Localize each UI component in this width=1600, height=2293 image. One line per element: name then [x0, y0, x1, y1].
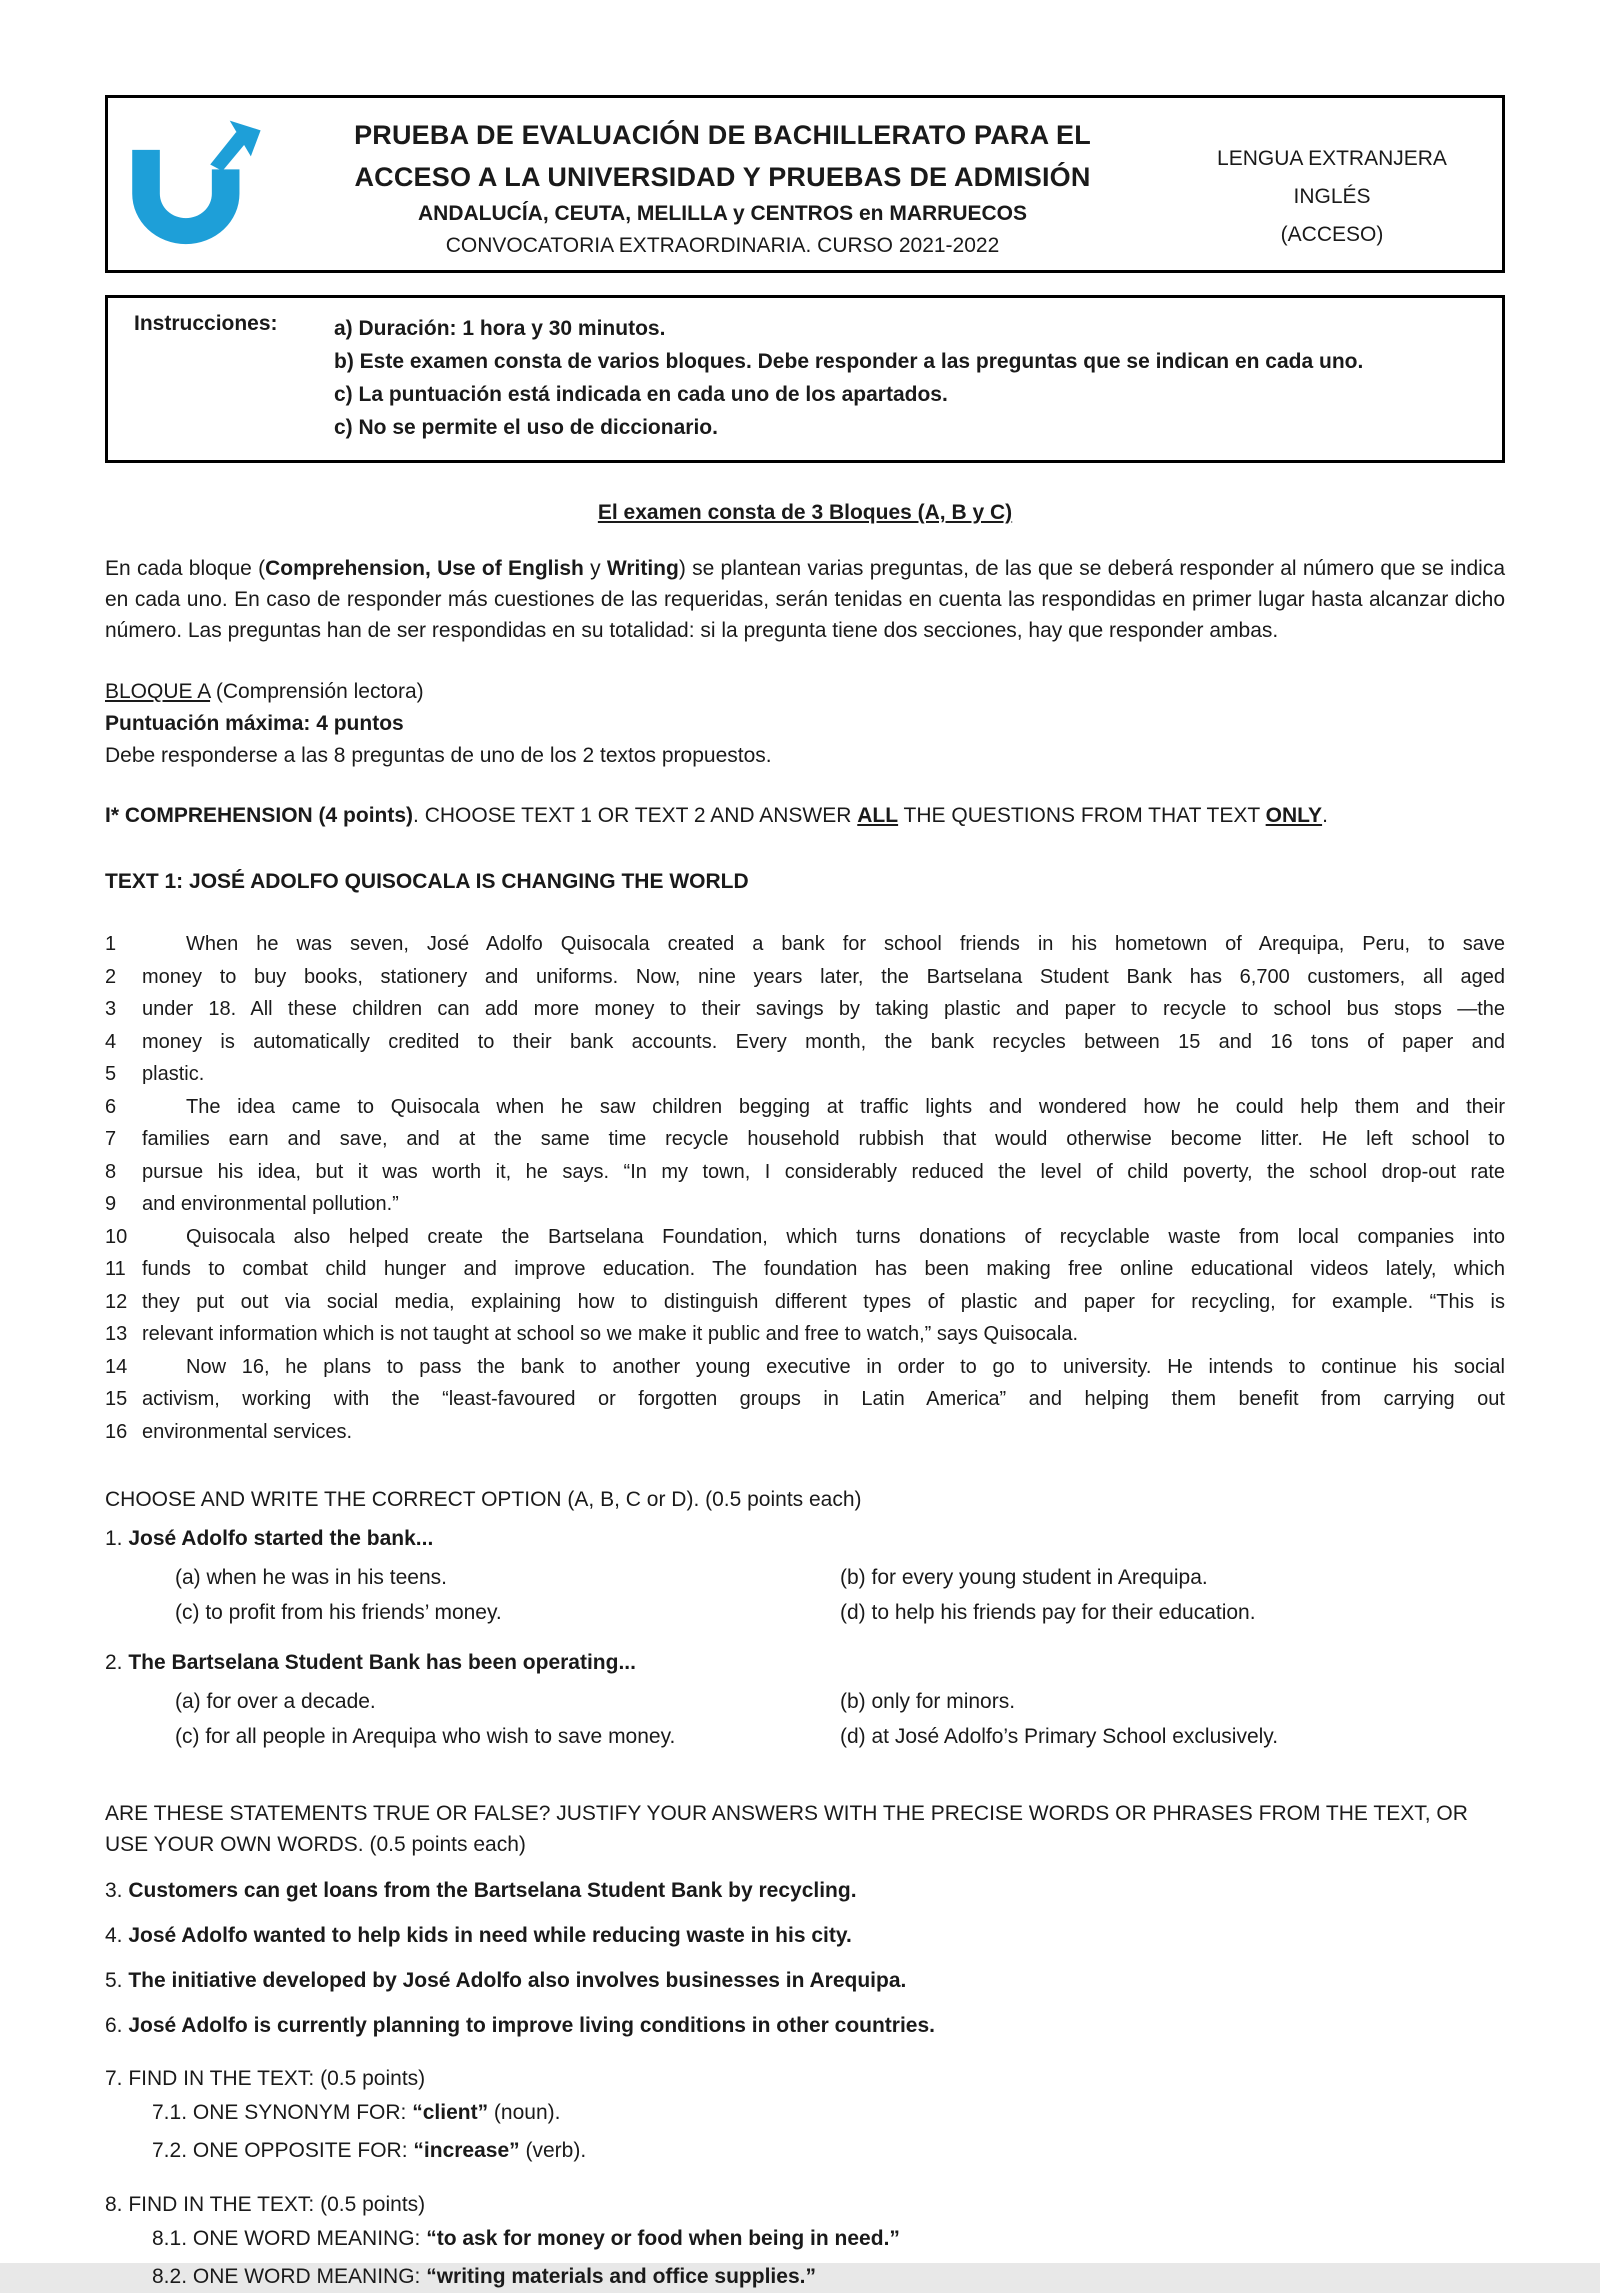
statement-5-text: The initiative developed by José Adolfo also involves businesses in Arequipa.: [128, 1969, 907, 1992]
option-c: (c) to profit from his friends’ money.: [175, 1601, 502, 1624]
bloque-a-title: [105, 676, 1505, 708]
text-line: [105, 928, 1505, 961]
statement-5: [105, 1966, 1505, 1996]
question-8-1: [152, 2223, 1505, 2255]
text1-title: TEXT 1: JOSÉ ADOLFO QUISOCALA IS CHANGING THE WORLD: [105, 870, 749, 893]
option-c: (c) for all people in Arequipa who wish to save money.: [175, 1725, 676, 1748]
q81-label: 8.1. ONE WORD MEANING:: [152, 2227, 427, 2250]
text-line: [105, 993, 1505, 1026]
instruction-item: b) Este examen consta de varios bloques. Debe responder a las preguntas que se indican en cada uno.: [334, 350, 1364, 373]
instructions-list: [334, 312, 1484, 444]
header-titles: [283, 98, 1162, 270]
line-text: and environmental pollution.”: [142, 1193, 399, 1215]
text-line: [105, 1383, 1505, 1416]
text-line: [105, 1253, 1505, 1286]
line-number: 2: [105, 965, 117, 988]
question-1-number: 1.: [105, 1527, 129, 1550]
line-text: The idea came to Quisocala when he saw children begging at traffic lights and wondered how he could help them and their: [186, 1095, 1505, 1118]
instruction-item: c) La puntuación está indicada en cada uno de los apartados.: [334, 383, 948, 406]
logo-arrow-shaft: [210, 132, 247, 171]
line-number: 13: [105, 1323, 128, 1345]
bloque-a-label: BLOQUE A: [105, 680, 211, 703]
q72-suffix: (verb).: [519, 2139, 587, 2162]
exam-title-line2: ACCESO A LA UNIVERSIDAD Y PRUEBAS DE ADMISIÓN: [354, 162, 1091, 192]
instruction-item: a) Duración: 1 hora y 30 minutos.: [334, 317, 666, 340]
q71-label: 7.1. ONE SYNONYM FOR:: [152, 2101, 413, 2124]
statement-3-text: Customers can get loans from the Bartselana Student Bank by recycling.: [128, 1879, 857, 1902]
line-number: 8: [105, 1160, 117, 1183]
q71-suffix: (noun).: [488, 2101, 561, 2124]
line-text: Quisocala also helped create the Bartselana Foundation, which turns donations of recyclable waste from local companies into: [186, 1225, 1505, 1248]
line-text: relevant information which is not taught at school so we make it public and free to watch,” says Quisocala.: [142, 1323, 1079, 1345]
mcq-instructions: CHOOSE AND WRITE THE CORRECT OPTION (A, B, C or D). (0.5 points each): [105, 1488, 862, 1511]
instruction-item: c) No se permite el uso de diccionario.: [334, 416, 718, 439]
q81-target-phrase: “to ask for money or food when being in need.”: [426, 2227, 900, 2250]
q71-target-word: “client”: [412, 2101, 489, 2124]
line-number: 10: [105, 1225, 128, 1248]
comprehension-mid1: . CHOOSE TEXT 1 OR TEXT 2 AND ANSWER: [413, 804, 858, 827]
text-line: [105, 1286, 1505, 1319]
statement-6-text: José Adolfo is currently planning to improve living conditions in other countries.: [128, 2014, 935, 2037]
statement-4-text: José Adolfo wanted to help kids in need while reducing waste in his city.: [128, 1924, 852, 1947]
q72-target-word: “increase”: [413, 2139, 520, 2162]
option-a: (a) when he was in his teens.: [175, 1566, 447, 1589]
true-false-instructions: ARE THESE STATEMENTS TRUE OR FALSE? JUSTIFY YOUR ANSWERS WITH THE PRECISE WORDS OR PHRASES FROM THE TEXT, OR USE YOUR OWN WORDS. (0.5 points each): [105, 1802, 1468, 1856]
option-a: (a) for over a decade.: [175, 1690, 376, 1713]
q82-target-phrase: “writing materials and office supplies.”: [426, 2265, 816, 2288]
question-8-heading: 8. FIND IN THE TEXT: (0.5 points): [105, 2193, 426, 2216]
line-number: 1: [105, 933, 117, 955]
line-text: they put out via social media, explaining how to distinguish different types of plastic and paper for recycling, for example. “This is: [142, 1290, 1505, 1313]
bloque-a-label-rest: (Comprensión lectora): [210, 680, 424, 703]
blocks-intro-paragraph: [105, 553, 1505, 646]
intro-seg: En cada bloque (: [105, 557, 266, 580]
statement-6: [105, 2011, 1505, 2041]
line-text: plastic.: [142, 1063, 205, 1085]
line-text: under 18. All these children can add more money to their savings by taking plastic and paper to recycle to school bus stops —the: [142, 998, 1505, 1020]
line-number: 11: [105, 1258, 126, 1280]
question-8-2: [152, 2261, 1505, 2293]
line-number: 12: [105, 1290, 128, 1313]
line-number: 7: [105, 1128, 117, 1150]
intro-seg-bold: Comprehension, Use of English: [265, 557, 584, 580]
line-number: 16: [105, 1420, 128, 1443]
text-line: [105, 1026, 1505, 1059]
line-number: 9: [105, 1193, 117, 1215]
question-7-1: [152, 2097, 1505, 2129]
line-text: families earn and save, and at the same time recycle household rubbish that would otherwise become litter. He left school to: [142, 1128, 1505, 1150]
comprehension-only: ONLY: [1265, 804, 1323, 827]
question-1: [105, 1524, 1505, 1554]
comprehension-all: ALL: [857, 804, 899, 827]
bloque-a-max-points: Puntuación máxima: 4 puntos: [105, 712, 404, 735]
exam-header-box: [105, 95, 1505, 273]
option-d: (d) to help his friends pay for their education.: [840, 1601, 1256, 1624]
exam-call-line: CONVOCATORIA EXTRAORDINARIA. CURSO 2021-2022: [445, 234, 1000, 257]
question-2: [105, 1648, 1505, 1678]
intro-seg: ) se plantean varias preguntas, de las que se deberá responder al número que se indica en cada uno. En caso de responder más cuestiones de las requeridas, serán tenidas en cuenta las respondidas en primer lugar hasta alcanzar dicho número. Las preguntas han de ser respondidas en su totalidad: si la pregunta tiene dos secciones, hay que responder ambas.: [105, 557, 1505, 642]
exam-title-line1: PRUEBA DE EVALUACIÓN DE BACHILLERATO PARA EL: [354, 120, 1091, 150]
question-2-number: 2.: [105, 1651, 129, 1674]
statement-3-number: 3.: [105, 1879, 129, 1902]
subject-block: [1162, 98, 1502, 270]
line-text: environmental services.: [142, 1420, 353, 1443]
bloque-a-section: [105, 676, 1505, 772]
line-text: activism, working with the “least-favoured or forgotten groups in Latin America” and helping them benefit from carrying out: [142, 1388, 1505, 1410]
exam-region-line: ANDALUCÍA, CEUTA, MELILLA y CENTROS en MARRUECOS: [418, 202, 1027, 225]
text-line: [105, 961, 1505, 994]
line-text: pursue his idea, but it was worth it, he says. “In my town, I considerably reduced the level of child poverty, the school drop-out rate: [142, 1160, 1505, 1183]
instructions-label: Instrucciones:: [134, 312, 278, 335]
blocks-heading: El examen consta de 3 Bloques (A, B y C): [597, 501, 1013, 524]
text-line: [105, 1351, 1505, 1384]
line-number: 5: [105, 1063, 117, 1085]
comprehension-head: I* COMPREHENSION (4 points): [105, 804, 414, 827]
text-line: [105, 1221, 1505, 1254]
university-logo: [108, 98, 283, 270]
text-line: [105, 1318, 1505, 1351]
text-line: [105, 1058, 1505, 1091]
line-text: money is automatically credited to their bank accounts. Every month, the bank recycles between 15 and 16 tons of paper and: [142, 1030, 1505, 1053]
line-number: 3: [105, 998, 117, 1020]
text-line: [105, 1123, 1505, 1156]
question-7-2: [152, 2135, 1505, 2167]
line-text: Now 16, he plans to pass the bank to another young executive in order to go to university. He intends to continue his social: [186, 1355, 1505, 1378]
text-line: [105, 1188, 1505, 1221]
question-7-heading: 7. FIND IN THE TEXT: (0.5 points): [105, 2067, 426, 2090]
line-number: 4: [105, 1030, 117, 1053]
statement-4: [105, 1921, 1505, 1951]
line-text: funds to combat child hunger and improve education. The foundation has been making free online educational videos lately, which: [142, 1258, 1505, 1280]
line-number: 15: [105, 1388, 128, 1410]
comprehension-end: .: [1322, 804, 1328, 827]
u-arrow-logo-icon: [121, 119, 271, 249]
statement-3: [105, 1876, 1505, 1906]
line-number: 14: [105, 1355, 128, 1378]
line-text: money to buy books, stationery and uniforms. Now, nine years later, the Bartselana Student Bank has 6,700 customers, all aged: [142, 965, 1505, 988]
q72-label: 7.2. ONE OPPOSITE FOR:: [152, 2139, 414, 2162]
comprehension-mid2: THE QUESTIONS FROM THAT TEXT: [898, 804, 1266, 827]
statement-5-number: 5.: [105, 1969, 129, 1992]
subject-line-1: LENGUA EXTRANJERA: [1217, 147, 1447, 170]
option-d: (d) at José Adolfo’s Primary School exclusively.: [840, 1725, 1279, 1748]
text-line: [105, 1156, 1505, 1189]
question-1-stem: José Adolfo started the bank...: [128, 1527, 434, 1550]
subject-line-2: INGLÉS: [1293, 185, 1371, 208]
statement-6-number: 6.: [105, 2014, 129, 2037]
line-text: When he was seven, José Adolfo Quisocala created a bank for school friends in his hometown of Arequipa, Peru, to save: [186, 933, 1505, 955]
option-b: (b) only for minors.: [840, 1690, 1016, 1713]
text1-body: [105, 928, 1505, 1448]
question-2-options: [175, 1684, 1505, 1754]
text-line: [105, 1416, 1505, 1449]
q82-label: 8.2. ONE WORD MEANING:: [152, 2265, 427, 2288]
statement-4-number: 4.: [105, 1924, 129, 1947]
intro-seg: y: [583, 557, 607, 580]
question-1-options: [175, 1560, 1505, 1630]
text-line: [105, 1091, 1505, 1124]
intro-seg-bold: Writing: [606, 557, 679, 580]
instructions-box: [105, 295, 1505, 463]
bloque-a-note: Debe responderse a las 8 preguntas de uno de los 2 textos propuestos.: [105, 744, 772, 767]
question-2-stem: The Bartselana Student Bank has been operating...: [128, 1651, 636, 1674]
option-b: (b) for every young student in Arequipa.: [840, 1566, 1208, 1589]
comprehension-heading: [105, 804, 1505, 828]
line-number: 6: [105, 1095, 117, 1118]
subject-line-3: (ACCESO): [1280, 223, 1384, 246]
